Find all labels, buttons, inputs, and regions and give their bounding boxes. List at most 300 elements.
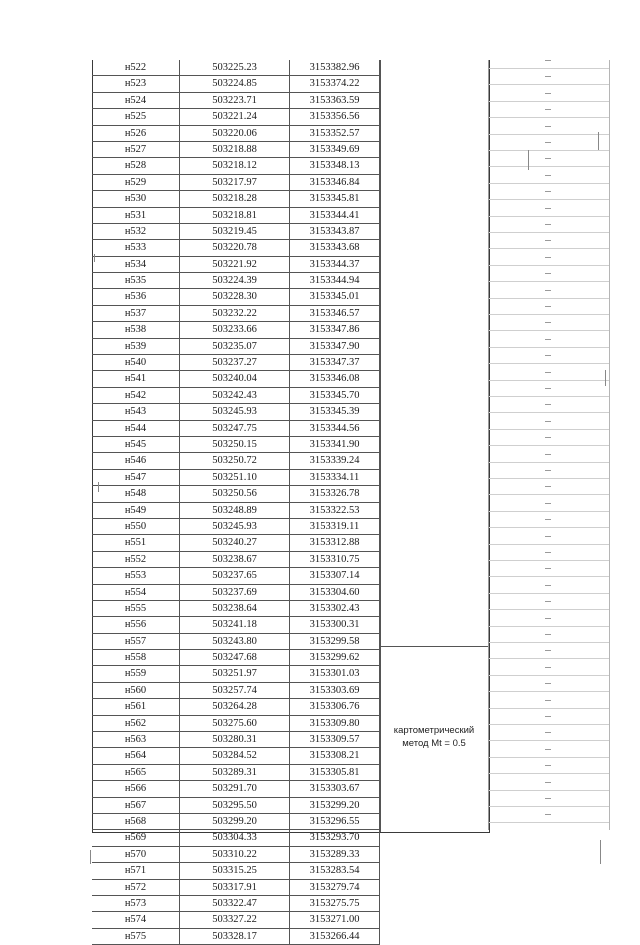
faint-tick: [545, 273, 551, 274]
table-row: [92, 929, 380, 945]
point-id-cell: н565: [92, 765, 180, 780]
y-coordinate-cell: 3153346.84: [290, 175, 380, 190]
table-row: [92, 814, 380, 830]
faint-tick: [545, 60, 551, 61]
y-coordinate-cell: 3153307.14: [290, 568, 380, 583]
x-coordinate-cell: 503304.33: [180, 830, 290, 845]
point-id-cell: н562: [92, 716, 180, 731]
x-coordinate-cell: 503218.12: [180, 158, 290, 173]
point-id-cell: н573: [92, 896, 180, 911]
point-id-cell: н545: [92, 437, 180, 452]
method-accuracy: метод Mt = 0.5: [402, 738, 466, 749]
faint-rule: [489, 790, 609, 791]
point-id-cell: н552: [92, 552, 180, 567]
table-row: [92, 224, 380, 240]
point-id-cell: н564: [92, 748, 180, 763]
faint-tick: [545, 191, 551, 192]
y-coordinate-cell: 3153344.41: [290, 208, 380, 223]
x-coordinate-cell: 503250.56: [180, 486, 290, 501]
x-coordinate-cell: 503275.60: [180, 716, 290, 731]
point-id-cell: н539: [92, 339, 180, 354]
faint-tick: [545, 798, 551, 799]
table-row: [92, 175, 380, 191]
point-id-cell: н549: [92, 503, 180, 518]
point-id-cell: н557: [92, 634, 180, 649]
y-coordinate-cell: 3153345.01: [290, 289, 380, 304]
table-row: [92, 519, 380, 535]
x-coordinate-cell: 503299.20: [180, 814, 290, 829]
point-id-cell: н555: [92, 601, 180, 616]
faint-rule: [489, 724, 609, 725]
x-coordinate-cell: 503241.18: [180, 617, 290, 632]
point-id-cell: н541: [92, 371, 180, 386]
faint-tick: [545, 306, 551, 307]
x-coordinate-cell: 503310.22: [180, 847, 290, 862]
faint-tick: [545, 175, 551, 176]
faint-tick: [545, 454, 551, 455]
faint-rule: [489, 675, 609, 676]
point-id-cell: н566: [92, 781, 180, 796]
point-id-cell: н548: [92, 486, 180, 501]
faint-rule: [489, 150, 609, 151]
faint-rule: [489, 494, 609, 495]
point-id-cell: н551: [92, 535, 180, 550]
faint-rule: [489, 757, 609, 758]
table-row: [92, 388, 380, 404]
faint-rule: [489, 593, 609, 594]
point-id-cell: н561: [92, 699, 180, 714]
y-coordinate-cell: 3153306.76: [290, 699, 380, 714]
point-id-cell: н574: [92, 912, 180, 927]
scan-artifact: [98, 482, 99, 492]
faint-tick: [545, 93, 551, 94]
faint-tick: [545, 601, 551, 602]
x-coordinate-cell: 503322.47: [180, 896, 290, 911]
point-id-cell: н571: [92, 863, 180, 878]
faint-rule: [489, 691, 609, 692]
y-coordinate-cell: 3153293.70: [290, 830, 380, 845]
point-id-cell: н569: [92, 830, 180, 845]
x-coordinate-cell: 503251.10: [180, 470, 290, 485]
faint-rule: [489, 199, 609, 200]
x-coordinate-cell: 503284.52: [180, 748, 290, 763]
faint-tick: [545, 519, 551, 520]
faint-rule: [489, 740, 609, 741]
table-row: [92, 240, 380, 256]
point-id-cell: н524: [92, 93, 180, 108]
faint-rule: [489, 822, 609, 823]
point-id-cell: н532: [92, 224, 180, 239]
faint-rule: [489, 330, 609, 331]
faint-tick: [545, 716, 551, 717]
faint-rule: [489, 708, 609, 709]
faint-rule: [489, 544, 609, 545]
scan-artifact: [90, 850, 91, 864]
point-id-cell: н542: [92, 388, 180, 403]
x-coordinate-cell: 503218.81: [180, 208, 290, 223]
faint-tick: [545, 782, 551, 783]
point-id-cell: н544: [92, 421, 180, 436]
table-row: [92, 76, 380, 92]
point-id-cell: н556: [92, 617, 180, 632]
faint-tick: [545, 552, 551, 553]
faint-ruled-column: [488, 60, 610, 830]
y-coordinate-cell: 3153341.90: [290, 437, 380, 452]
y-coordinate-cell: 3153349.69: [290, 142, 380, 157]
table-row: [92, 289, 380, 305]
x-coordinate-cell: 503232.22: [180, 306, 290, 321]
y-coordinate-cell: 3153310.75: [290, 552, 380, 567]
faint-tick: [545, 290, 551, 291]
point-id-cell: н533: [92, 240, 180, 255]
y-coordinate-cell: 3153275.75: [290, 896, 380, 911]
point-id-cell: н538: [92, 322, 180, 337]
faint-tick: [545, 224, 551, 225]
table-row: [92, 830, 380, 846]
x-coordinate-cell: 503327.22: [180, 912, 290, 927]
table-row: [92, 650, 380, 666]
faint-tick: [545, 240, 551, 241]
point-id-cell: н525: [92, 109, 180, 124]
table-row: [92, 716, 380, 732]
table-row: [92, 699, 380, 715]
point-id-cell: н567: [92, 798, 180, 813]
faint-rule: [489, 134, 609, 135]
faint-tick: [545, 667, 551, 668]
table-row: [92, 306, 380, 322]
x-coordinate-cell: 503238.67: [180, 552, 290, 567]
y-coordinate-cell: 3153356.56: [290, 109, 380, 124]
scan-artifact: [598, 132, 599, 150]
y-coordinate-cell: 3153344.94: [290, 273, 380, 288]
faint-tick: [545, 355, 551, 356]
faint-tick: [545, 814, 551, 815]
scan-artifact: [600, 840, 601, 864]
scan-artifact: [94, 254, 95, 262]
y-coordinate-cell: 3153283.54: [290, 863, 380, 878]
y-coordinate-cell: 3153346.57: [290, 306, 380, 321]
y-coordinate-cell: 3153322.53: [290, 503, 380, 518]
x-coordinate-cell: 503317.91: [180, 880, 290, 895]
table-row: [92, 60, 380, 76]
y-coordinate-cell: 3153312.88: [290, 535, 380, 550]
faint-tick: [545, 765, 551, 766]
x-coordinate-cell: 503237.65: [180, 568, 290, 583]
x-coordinate-cell: 503223.71: [180, 93, 290, 108]
faint-rule: [489, 101, 609, 102]
point-id-cell: н536: [92, 289, 180, 304]
point-id-cell: н559: [92, 666, 180, 681]
faint-rule: [489, 773, 609, 774]
faint-rule: [489, 232, 609, 233]
faint-rule: [489, 216, 609, 217]
y-coordinate-cell: 3153347.90: [290, 339, 380, 354]
x-coordinate-cell: 503247.75: [180, 421, 290, 436]
table-row: [92, 257, 380, 273]
faint-tick: [545, 208, 551, 209]
x-coordinate-cell: 503280.31: [180, 732, 290, 747]
faint-tick: [545, 503, 551, 504]
point-id-cell: н560: [92, 683, 180, 698]
y-coordinate-cell: 3153302.43: [290, 601, 380, 616]
faint-tick: [545, 749, 551, 750]
faint-rule: [489, 117, 609, 118]
table-row: [92, 404, 380, 420]
point-id-cell: н547: [92, 470, 180, 485]
scan-artifact: [528, 150, 529, 170]
x-coordinate-cell: 503247.68: [180, 650, 290, 665]
faint-rule: [489, 380, 609, 381]
table-row: [92, 158, 380, 174]
y-coordinate-cell: 3153345.70: [290, 388, 380, 403]
table-row: [92, 748, 380, 764]
table-row: [92, 208, 380, 224]
table-row: [92, 339, 380, 355]
point-id-cell: н546: [92, 453, 180, 468]
faint-tick: [545, 732, 551, 733]
point-id-cell: н526: [92, 126, 180, 141]
method-name: картометрический: [393, 725, 475, 736]
x-coordinate-cell: 503250.72: [180, 453, 290, 468]
faint-tick: [545, 109, 551, 110]
table-row: [92, 322, 380, 338]
faint-tick: [545, 372, 551, 373]
table-row: [92, 273, 380, 289]
y-coordinate-cell: 3153344.56: [290, 421, 380, 436]
faint-rule: [489, 527, 609, 528]
y-coordinate-cell: 3153348.13: [290, 158, 380, 173]
point-id-cell: н537: [92, 306, 180, 321]
table-row: [92, 486, 380, 502]
faint-tick: [545, 650, 551, 651]
faint-rule: [489, 658, 609, 659]
x-coordinate-cell: 503220.06: [180, 126, 290, 141]
table-row: [92, 634, 380, 650]
table-row: [92, 912, 380, 928]
table-row: [92, 601, 380, 617]
y-coordinate-cell: 3153346.08: [290, 371, 380, 386]
faint-tick: [545, 585, 551, 586]
faint-rule: [489, 560, 609, 561]
y-coordinate-cell: 3153304.60: [290, 585, 380, 600]
x-coordinate-cell: 503237.69: [180, 585, 290, 600]
table-row: [92, 93, 380, 109]
faint-rule: [489, 265, 609, 266]
faint-tick: [545, 618, 551, 619]
y-coordinate-cell: 3153382.96: [290, 60, 380, 75]
table-row: [92, 781, 380, 797]
scan-artifact: [605, 370, 606, 386]
y-coordinate-cell: 3153300.31: [290, 617, 380, 632]
point-id-cell: н530: [92, 191, 180, 206]
point-id-cell: н572: [92, 880, 180, 895]
y-coordinate-cell: 3153308.21: [290, 748, 380, 763]
x-coordinate-cell: 503248.89: [180, 503, 290, 518]
table-row: [92, 470, 380, 486]
faint-rule: [489, 429, 609, 430]
point-id-cell: н540: [92, 355, 180, 370]
faint-rule: [489, 609, 609, 610]
x-coordinate-cell: 503218.28: [180, 191, 290, 206]
table-row: [92, 683, 380, 699]
point-id-cell: н522: [92, 60, 180, 75]
table-row: [92, 585, 380, 601]
x-coordinate-cell: 503218.88: [180, 142, 290, 157]
table-row: [92, 732, 380, 748]
faint-rule: [489, 183, 609, 184]
table-row: [92, 191, 380, 207]
table-row: [92, 437, 380, 453]
y-coordinate-cell: 3153339.24: [290, 453, 380, 468]
x-coordinate-cell: 503235.07: [180, 339, 290, 354]
x-coordinate-cell: 503228.30: [180, 289, 290, 304]
x-coordinate-cell: 503225.23: [180, 60, 290, 75]
x-coordinate-cell: 503221.92: [180, 257, 290, 272]
faint-rule: [489, 314, 609, 315]
y-coordinate-cell: 3153344.37: [290, 257, 380, 272]
table-row: [92, 666, 380, 682]
x-coordinate-cell: 503243.80: [180, 634, 290, 649]
y-coordinate-cell: 3153363.59: [290, 93, 380, 108]
x-coordinate-cell: 503251.97: [180, 666, 290, 681]
faint-tick: [545, 683, 551, 684]
faint-tick: [545, 700, 551, 701]
x-coordinate-cell: 503237.27: [180, 355, 290, 370]
table-row: [92, 355, 380, 371]
faint-rule: [489, 478, 609, 479]
faint-tick: [545, 470, 551, 471]
faint-tick: [545, 76, 551, 77]
y-coordinate-cell: 3153299.62: [290, 650, 380, 665]
point-id-cell: н570: [92, 847, 180, 862]
x-coordinate-cell: 503224.85: [180, 76, 290, 91]
faint-rule: [489, 166, 609, 167]
point-id-cell: н550: [92, 519, 180, 534]
point-id-cell: н531: [92, 208, 180, 223]
x-coordinate-cell: 503220.78: [180, 240, 290, 255]
point-id-cell: н535: [92, 273, 180, 288]
x-coordinate-cell: 503245.93: [180, 519, 290, 534]
method-cell: [382, 724, 486, 750]
x-coordinate-cell: 503217.97: [180, 175, 290, 190]
x-coordinate-cell: 503328.17: [180, 929, 290, 944]
x-coordinate-cell: 503289.31: [180, 765, 290, 780]
point-id-cell: н558: [92, 650, 180, 665]
y-coordinate-cell: 3153305.81: [290, 765, 380, 780]
faint-rule: [489, 298, 609, 299]
y-coordinate-cell: 3153343.87: [290, 224, 380, 239]
method-cell-top-border: [380, 646, 488, 647]
faint-tick: [545, 388, 551, 389]
table-row: [92, 880, 380, 896]
y-coordinate-cell: 3153326.78: [290, 486, 380, 501]
x-coordinate-cell: 503291.70: [180, 781, 290, 796]
table-row: [92, 568, 380, 584]
faint-rule: [489, 642, 609, 643]
faint-tick: [545, 339, 551, 340]
faint-rule: [489, 347, 609, 348]
y-coordinate-cell: 3153345.39: [290, 404, 380, 419]
y-coordinate-cell: 3153299.20: [290, 798, 380, 813]
faint-tick: [545, 437, 551, 438]
x-coordinate-cell: 503219.45: [180, 224, 290, 239]
table-row: [92, 847, 380, 863]
faint-rule: [489, 445, 609, 446]
y-coordinate-cell: 3153319.11: [290, 519, 380, 534]
x-coordinate-cell: 503245.93: [180, 404, 290, 419]
faint-rule: [489, 396, 609, 397]
table-row: [92, 896, 380, 912]
faint-rule: [489, 626, 609, 627]
faint-rule: [489, 68, 609, 69]
x-coordinate-cell: 503240.27: [180, 535, 290, 550]
table-row: [92, 798, 380, 814]
point-id-cell: н523: [92, 76, 180, 91]
y-coordinate-cell: 3153303.69: [290, 683, 380, 698]
table-row: [92, 126, 380, 142]
x-coordinate-cell: 503257.74: [180, 683, 290, 698]
y-coordinate-cell: 3153303.67: [290, 781, 380, 796]
faint-tick: [545, 158, 551, 159]
x-coordinate-cell: 503240.04: [180, 371, 290, 386]
point-id-cell: н554: [92, 585, 180, 600]
y-coordinate-cell: 3153309.57: [290, 732, 380, 747]
y-coordinate-cell: 3153289.33: [290, 847, 380, 862]
y-coordinate-cell: 3153347.86: [290, 322, 380, 337]
faint-tick: [545, 421, 551, 422]
table-row: [92, 142, 380, 158]
x-coordinate-cell: 503295.50: [180, 798, 290, 813]
faint-rule: [489, 248, 609, 249]
y-coordinate-cell: 3153301.03: [290, 666, 380, 681]
faint-rule: [489, 412, 609, 413]
table-row: [92, 552, 380, 568]
point-id-cell: н563: [92, 732, 180, 747]
table-row: [92, 371, 380, 387]
faint-rule: [489, 462, 609, 463]
faint-tick: [545, 634, 551, 635]
point-id-cell: н543: [92, 404, 180, 419]
x-coordinate-cell: 503221.24: [180, 109, 290, 124]
method-column-divider: [380, 60, 381, 832]
y-coordinate-cell: 3153266.44: [290, 929, 380, 944]
table-row: [92, 765, 380, 781]
faint-rule: [489, 806, 609, 807]
y-coordinate-cell: 3153334.11: [290, 470, 380, 485]
table-row: [92, 503, 380, 519]
point-id-cell: н529: [92, 175, 180, 190]
y-coordinate-cell: 3153345.81: [290, 191, 380, 206]
y-coordinate-cell: 3153343.68: [290, 240, 380, 255]
point-id-cell: н534: [92, 257, 180, 272]
faint-tick: [545, 536, 551, 537]
point-id-cell: н568: [92, 814, 180, 829]
y-coordinate-cell: 3153374.22: [290, 76, 380, 91]
y-coordinate-cell: 3153352.57: [290, 126, 380, 141]
table-row: [92, 421, 380, 437]
x-coordinate-cell: 503315.25: [180, 863, 290, 878]
y-coordinate-cell: 3153279.74: [290, 880, 380, 895]
table-row: [92, 863, 380, 879]
x-coordinate-cell: 503238.64: [180, 601, 290, 616]
y-coordinate-cell: 3153296.55: [290, 814, 380, 829]
x-coordinate-cell: 503233.66: [180, 322, 290, 337]
coordinates-table: [92, 60, 380, 945]
y-coordinate-cell: 3153299.58: [290, 634, 380, 649]
faint-tick: [545, 486, 551, 487]
faint-tick: [545, 404, 551, 405]
point-id-cell: н553: [92, 568, 180, 583]
